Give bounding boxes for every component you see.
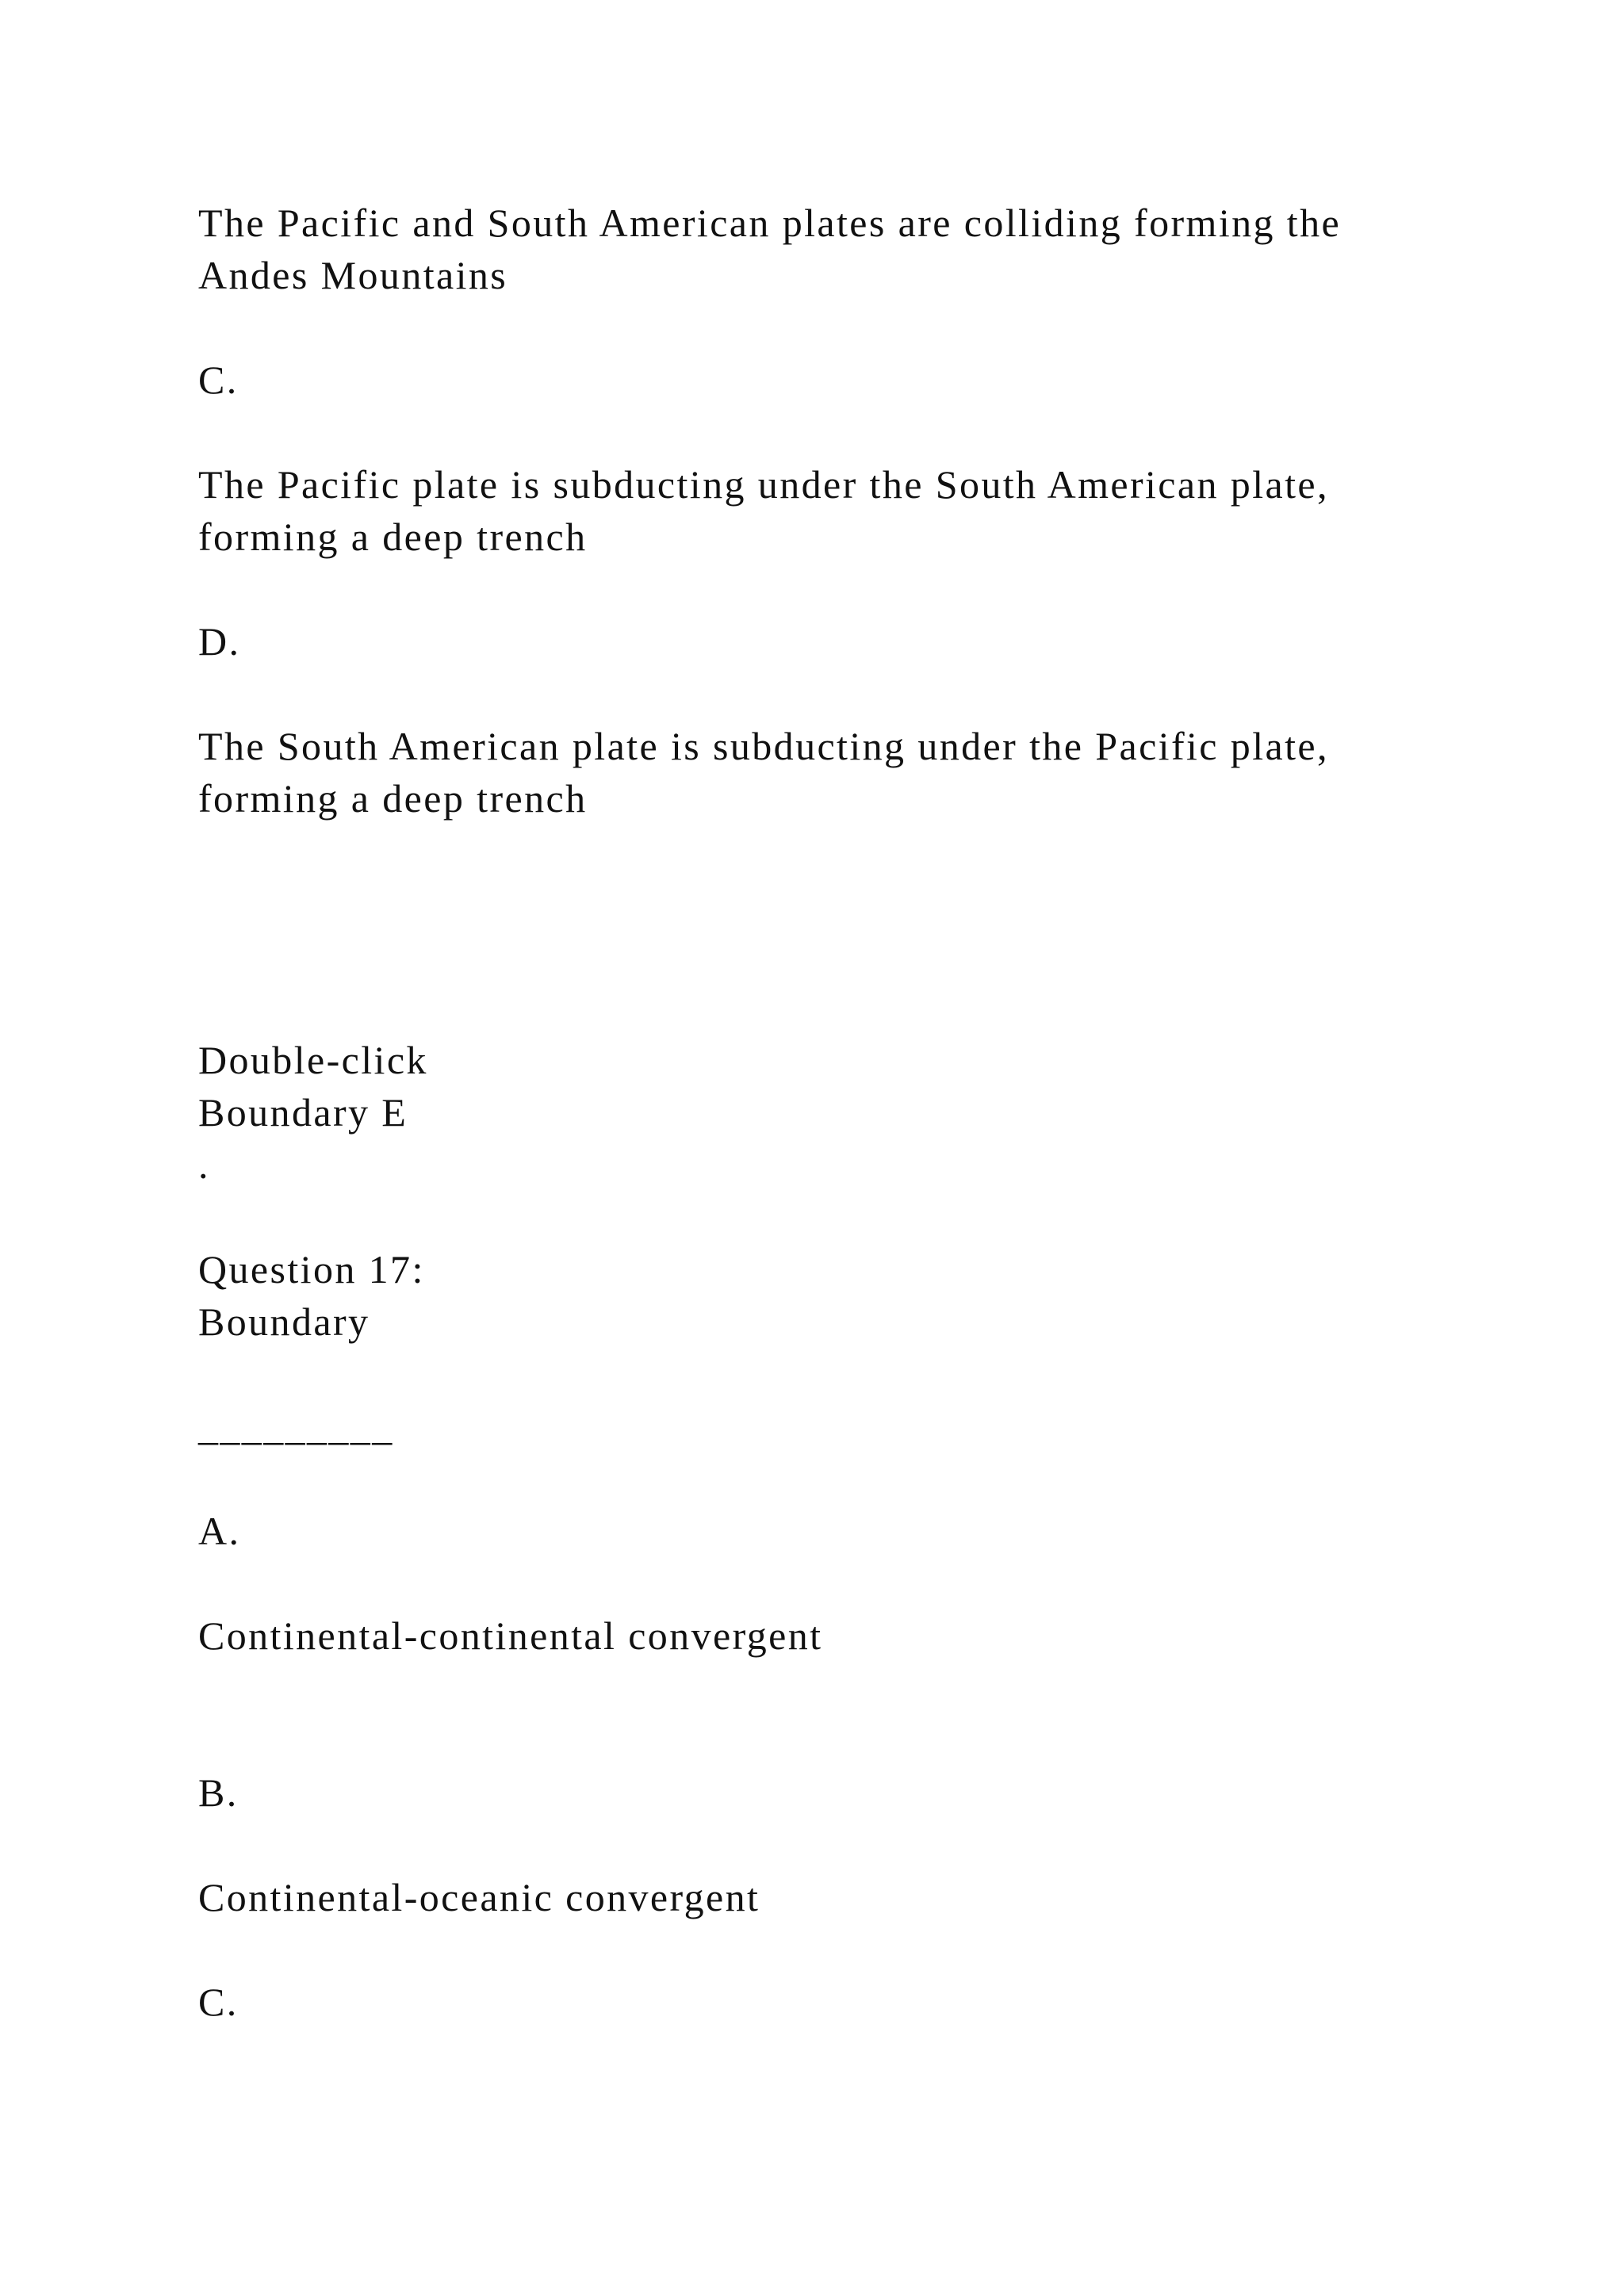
option-a-label: A. (198, 1509, 241, 1553)
prev-option-c-text-line1: The Pacific plate is subducting under the South American plate, (198, 462, 1329, 507)
prev-option-c-label: C. (198, 358, 239, 402)
option-a-text: Continental-continental convergent (198, 1613, 823, 1658)
answer-blank: _________ (198, 1404, 394, 1448)
question-text: Boundary (198, 1299, 370, 1344)
option-b-text: Continental-oceanic convergent (198, 1875, 760, 1919)
instruction-line1: Double-click (198, 1038, 428, 1082)
prev-option-d-label: D. (198, 619, 241, 664)
instruction-line3: . (198, 1142, 210, 1187)
question-number: Question 17: (198, 1247, 425, 1292)
prev-option-d-text-line1: The South American plate is subducting under the Pacific plate, (198, 724, 1329, 768)
option-b-label: B. (198, 1770, 239, 1815)
prev-option-b-text-line1: The Pacific and South American plates are colliding forming the (198, 201, 1342, 245)
prev-option-c-text-line2: forming a deep trench (198, 515, 588, 559)
instruction-line2: Boundary E (198, 1090, 408, 1135)
prev-option-d-text-line2: forming a deep trench (198, 776, 588, 821)
prev-option-b-text-line2: Andes Mountains (198, 253, 508, 297)
option-c-label: C. (198, 1980, 239, 2024)
